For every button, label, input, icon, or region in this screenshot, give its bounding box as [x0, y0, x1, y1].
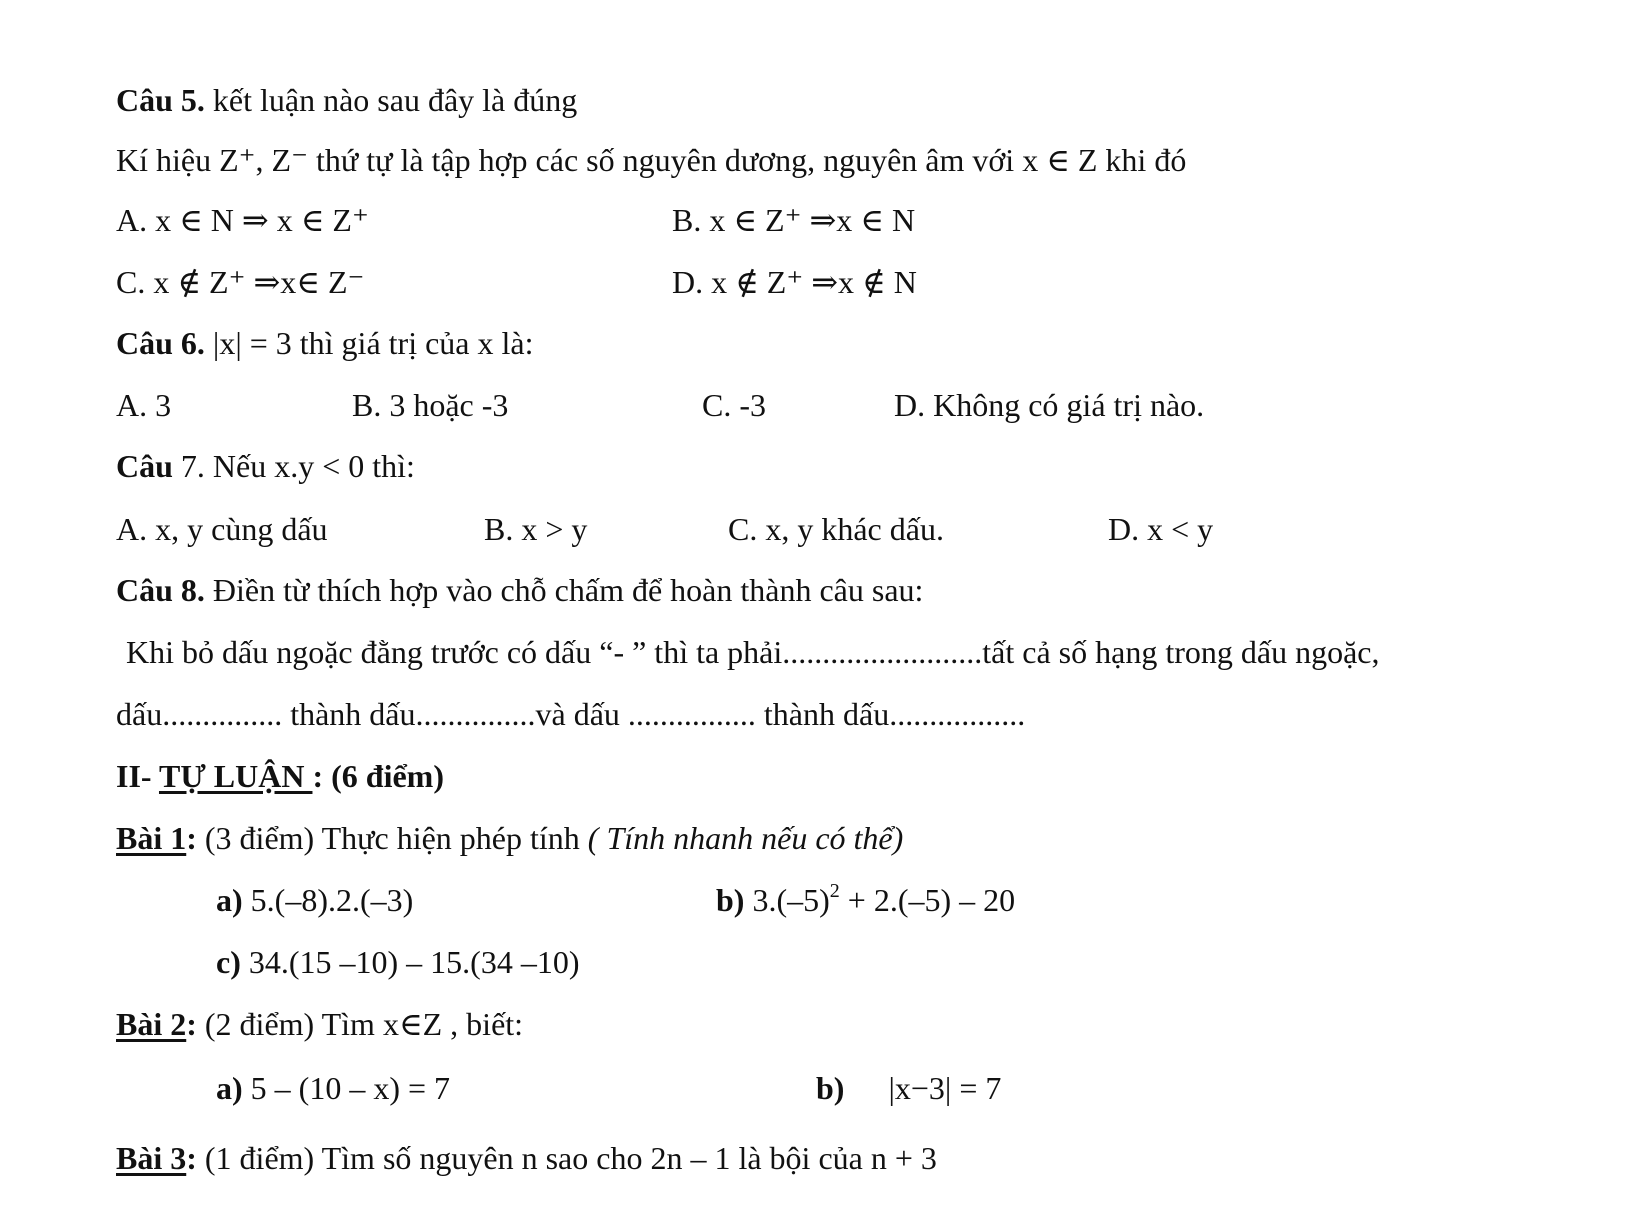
exercise-1-label: Bài 1	[116, 820, 187, 856]
question-7-text: 7. Nếu x.y < 0 thì:	[180, 448, 415, 484]
question-5-label: Câu 5.	[116, 82, 205, 118]
question-5-heading	[116, 80, 577, 120]
question-6-label: Câu 6.	[116, 325, 205, 361]
question-8-label: Câu 8.	[116, 572, 205, 608]
question-7-label: Câu	[116, 448, 173, 484]
part-2-prefix: II-	[116, 758, 159, 794]
exercise-1-b-expression	[752, 882, 1015, 918]
exercise-1-colon: :	[186, 820, 197, 856]
question-8-fill-line-1: Khi bỏ dấu ngoặc đằng trước có dấu “- ” thì ta phải.........................tất cả số hạng trong dấu ngoặc,	[126, 634, 1380, 670]
part-2-points: : (6 điểm)	[312, 758, 444, 794]
question-5-option-a: A. x ∈ N ⇒ x ∈ Z⁺	[116, 202, 369, 238]
question-8-text: Điền từ thích hợp vào chỗ chấm để hoàn thành câu sau:	[212, 572, 924, 608]
exercise-1-a-expression: 5.(–8).2.(–3)	[250, 882, 414, 918]
exercise-1-text: (3 điểm) Thực hiện phép tính	[196, 820, 588, 856]
exercise-2-b-label: b)	[816, 1070, 845, 1106]
exercise-2-b-equation: |x−3| = 7	[888, 1070, 1002, 1106]
exercise-2-part-a	[216, 1068, 450, 1108]
question-6-option-a: A. 3	[116, 387, 172, 423]
question-5-context: Kí hiệu Z⁺, Z⁻ thứ tự là tập hợp các số nguyên dương, nguyên âm với x ∈ Z khi đó	[116, 142, 1187, 178]
question-5-option-d: D. x ∉ Z⁺ ⇒x ∉ N	[672, 264, 917, 300]
exercise-3-colon: :	[186, 1140, 197, 1176]
question-6-heading	[116, 323, 533, 363]
question-5-option-b: B. x ∈ Z⁺ ⇒x ∈ N	[672, 202, 916, 238]
exercise-1-part-a	[216, 880, 413, 920]
exercise-3-heading	[116, 1138, 937, 1178]
exercise-1-c-label: c)	[216, 944, 241, 980]
exercise-1-part-c	[216, 942, 579, 982]
exercise-1-note: ( Tính nhanh nếu có thể)	[587, 820, 904, 856]
exercise-2-part-b	[816, 1068, 1001, 1108]
exercise-1-b-exponent: 2	[829, 880, 840, 903]
part-2-heading	[116, 756, 444, 796]
question-7-option-b: B. x > y	[484, 511, 588, 547]
question-8-heading	[116, 570, 923, 610]
exercise-3-text: (1 điểm) Tìm số nguyên n sao cho 2n – 1 là bội của n + 3	[196, 1140, 937, 1176]
exercise-3-label: Bài 3	[116, 1140, 187, 1176]
question-6-option-d: D. Không có giá trị nào.	[894, 387, 1205, 423]
question-6-option-c: C. -3	[702, 387, 766, 423]
question-7-heading	[116, 446, 415, 486]
question-7-option-a: A. x, y cùng dấu	[116, 511, 328, 547]
question-7-option-c: C. x, y khác dấu.	[728, 511, 944, 547]
exercise-1-heading	[116, 818, 903, 858]
exercise-2-a-equation: 5 – (10 – x) = 7	[250, 1070, 451, 1106]
question-6-option-b: B. 3 hoặc -3	[352, 387, 509, 423]
question-5-text: kết luận nào sau đây là đúng	[212, 82, 578, 118]
exercise-1-b-label: b)	[716, 882, 745, 918]
exercise-1-b-base: 3.(–5)	[752, 882, 830, 918]
exercise-2-colon: :	[186, 1006, 197, 1042]
question-5-option-c: C. x ∉ Z⁺ ⇒x∈ Z⁻	[116, 264, 365, 300]
exercise-2-a-label: a)	[216, 1070, 243, 1106]
part-2-title: TỰ LUẬN	[158, 758, 313, 794]
question-8-fill-line-2: dấu............... thành dấu...............và dấu ................ thành dấu.................	[116, 696, 1026, 732]
exercise-1-b-rest: + 2.(–5) – 20	[839, 882, 1016, 918]
question-6-text: |x| = 3 thì giá trị của x là:	[212, 325, 534, 361]
exercise-1-a-label: a)	[216, 882, 243, 918]
exercise-1-part-b	[716, 880, 1015, 920]
question-7-option-d: D. x < y	[1108, 511, 1214, 547]
exercise-1-c-expression: 34.(15 –10) – 15.(34 –10)	[248, 944, 580, 980]
exercise-2-label: Bài 2	[116, 1006, 187, 1042]
exercise-2-text: (2 điểm) Tìm x∈Z , biết:	[196, 1006, 524, 1042]
exercise-2-heading	[116, 1004, 523, 1044]
